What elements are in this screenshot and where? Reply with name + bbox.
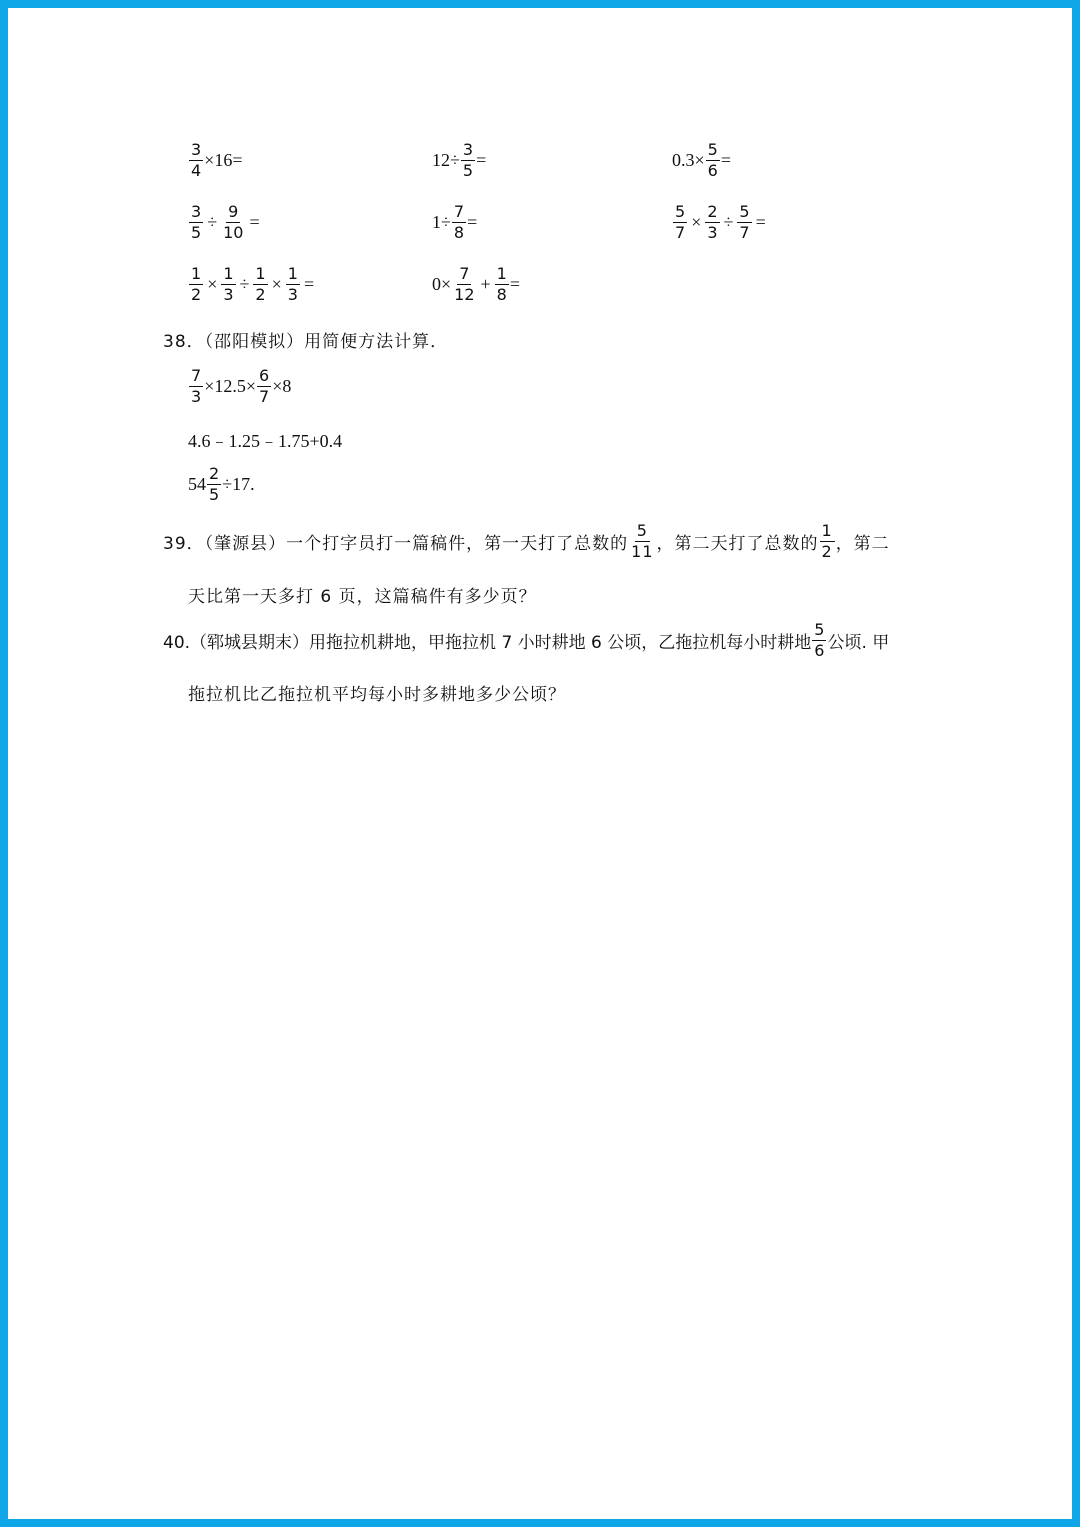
q38-heading: 38．（邵阳模拟）用简便方法计算． bbox=[163, 332, 449, 352]
q40-line-2: 拖拉机比乙拖拉机平均每小时多耕地多少公顷？ bbox=[188, 685, 566, 705]
fraction: $\frac{5}{11}$ bbox=[631, 521, 654, 561]
fraction: $\frac{9}{10}$ bbox=[223, 202, 244, 242]
expr-r1c3: 0.3× $\frac{5}{6}$ = bbox=[672, 140, 731, 180]
expr-r2c3: $\frac{5}{7}$ × $\frac{2}{3}$ ÷ $\frac{5}{7}$ = bbox=[675, 202, 766, 242]
expr-r2c1: $\frac{3}{5}$ ÷ $\frac{9}{10}$ = bbox=[191, 202, 260, 242]
q38-expr-3: 54 $\frac{2}{5}$ ÷17. bbox=[188, 464, 255, 504]
q39-line-1: 39．（肇源县）一个打字员打一篇稿件，第一天打了总数的 $\frac{5}{11}$ ，第二天打了总数的 $\frac{1}{2}$ ，第二 bbox=[163, 521, 890, 561]
fraction: $\frac{6}{7}$ bbox=[259, 366, 270, 406]
fraction: $\frac{5}{6}$ bbox=[814, 620, 825, 660]
fraction: $\frac{7}{3}$ bbox=[191, 366, 202, 406]
fraction: $\frac{5}{6}$ bbox=[707, 140, 718, 180]
expr-r3c1: $\frac{1}{2}$ × $\frac{1}{3}$ ÷ $\frac{1}{2}$ × $\frac{1}{3}$ = bbox=[191, 264, 315, 304]
q40-line-1: 40.（郓城县期末）用拖拉机耕地，甲拖拉机 7 小时耕地 6 公顷，乙拖拉机每小时耕地 $\frac{5}{6}$ 公顷. 甲 bbox=[163, 620, 890, 660]
fraction: $\frac{5}{7}$ bbox=[739, 202, 750, 242]
fraction: $\frac{5}{7}$ bbox=[675, 202, 686, 242]
fraction: $\frac{1}{3}$ bbox=[287, 264, 298, 304]
q39-line-2: 天比第一天多打 6 页，这篇稿件有多少页？ bbox=[188, 587, 537, 607]
expr-r1c1: $\frac{3}{4}$ ×16= bbox=[191, 140, 243, 180]
q38-expr-2: 4.6﹣1.25﹣1.75+0.4 bbox=[188, 431, 343, 451]
fraction: $\frac{1}{3}$ bbox=[223, 264, 234, 304]
fraction: $\frac{1}{2}$ bbox=[255, 264, 266, 304]
expr-r1c2: 12÷ $\frac{3}{5}$ = bbox=[432, 140, 487, 180]
fraction: $\frac{1}{2}$ bbox=[191, 264, 202, 304]
fraction: $\frac{3}{5}$ bbox=[191, 202, 202, 242]
fraction: $\frac{3}{4}$ bbox=[191, 140, 202, 180]
fraction: $\frac{7}{8}$ bbox=[453, 202, 465, 242]
fraction: $\frac{2}{3}$ bbox=[707, 202, 718, 242]
expr-r3c2: 0× $\frac{7}{12}$ + $\frac{1}{8}$ = bbox=[432, 264, 521, 304]
fraction: $\frac{2}{5}$ bbox=[209, 464, 220, 504]
fraction: $\frac{1}{8}$ bbox=[496, 264, 507, 304]
fraction: $\frac{7}{12}$ bbox=[454, 264, 475, 304]
q38-expr-1: $\frac{7}{3}$ ×12.5× $\frac{6}{7}$ ×8 bbox=[191, 366, 292, 406]
fraction: $\frac{3}{5}$ bbox=[462, 140, 474, 180]
fraction: $\frac{1}{2}$ bbox=[821, 521, 833, 561]
expr-r2c2: 1÷ $\frac{7}{8}$ = bbox=[432, 202, 478, 242]
